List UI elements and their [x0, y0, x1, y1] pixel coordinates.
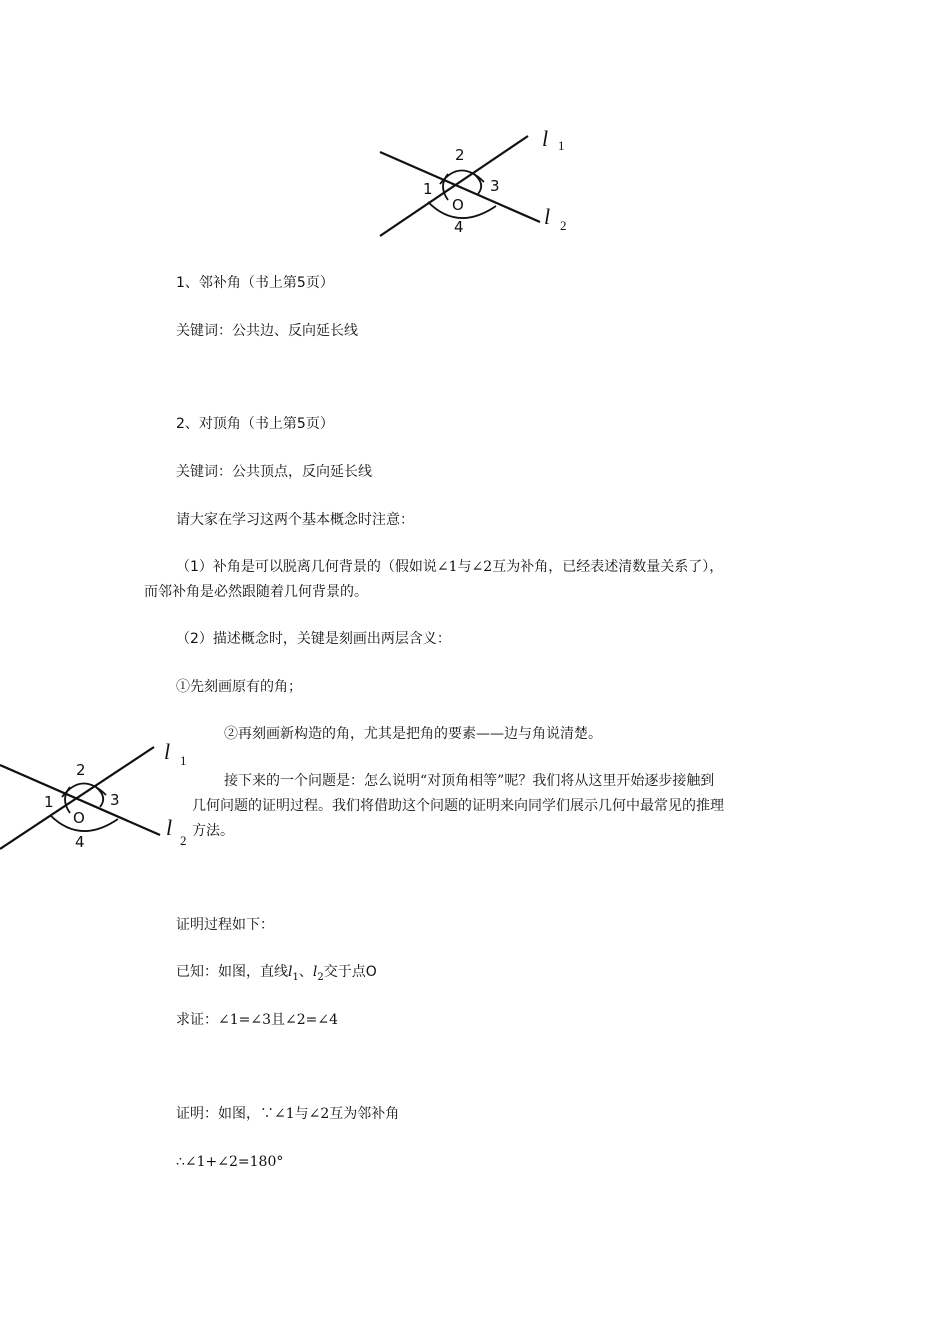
section1-title: 1、邻补角（书上第5页） — [176, 275, 334, 291]
angle-label-2: 2 — [76, 761, 86, 779]
proof-to-prove: 求证：∠1=∠3且∠2=∠4 — [176, 1012, 339, 1028]
notes-item1-line2: 而邻补角是必然跟随着几何背景的。 — [144, 584, 368, 600]
proof-heading: 证明过程如下： — [176, 917, 274, 933]
angle-label-3: 3 — [110, 791, 120, 809]
section1-keywords: 关键词：公共边、反向延长线 — [176, 323, 358, 339]
question-line1: 接下来的一个问题是：怎么说明“对顶角相等”呢？我们将从这里开始逐步接触到 — [224, 773, 715, 789]
line-l1-label: l — [164, 739, 171, 764]
angle-arc-1 — [443, 174, 448, 200]
center-label-o: O — [452, 196, 464, 214]
angle-label-4: 4 — [75, 833, 85, 851]
notes-item2: （2）描述概念时，关键是刻画出两层含义： — [176, 631, 451, 647]
line-l1-subscript: 1 — [180, 753, 187, 768]
line-l1-label: l — [542, 126, 549, 151]
section2-title: 2、对顶角（书上第5页） — [176, 416, 334, 432]
notes-item1-line1: （1）补角是可以脱离几何背景的（假如说∠1与∠2互为补角，已经表述清数量关系了）， — [176, 559, 724, 575]
angle-arc-3 — [474, 174, 481, 194]
notes-sub2: ②再刻画新构造的角，尤其是把角的要素——边与角说清楚。 — [224, 726, 602, 742]
notes-sub1: ①先刻画原有的角； — [176, 679, 302, 695]
question-line2: 几何问题的证明过程。我们将借助这个问题的证明来向同学们展示几何中最常见的推理 — [192, 798, 724, 814]
intersecting-lines-figure-left — [0, 735, 200, 855]
angle-label-1: 1 — [423, 180, 433, 198]
angle-label-2: 2 — [455, 146, 465, 164]
angle-arc-1 — [65, 787, 70, 813]
line-l2-subscript: 2 — [560, 218, 567, 233]
angle-label-3: 3 — [490, 177, 500, 195]
center-label-o: O — [73, 809, 85, 827]
proof-given: 已知：如图，直线$l_1$、$l_2$交于点O — [176, 964, 377, 983]
intersecting-lines-figure-top — [378, 122, 598, 242]
line-l2-subscript: 2 — [180, 833, 187, 848]
angle-label-1: 1 — [44, 793, 54, 811]
notes-intro: 请大家在学习这两个基本概念时注意： — [176, 512, 414, 528]
question-line3: 方法。 — [192, 823, 234, 839]
proof-step1: 证明：如图，∵∠1与∠2互为邻补角 — [176, 1106, 400, 1122]
line-l2-label: l — [166, 815, 173, 840]
angle-label-4: 4 — [454, 218, 464, 236]
line-l2-label: l — [544, 204, 551, 229]
angle-arc-3 — [96, 787, 103, 807]
line-l1-subscript: 1 — [558, 138, 565, 153]
proof-step2: ∴∠1+∠2=180° — [176, 1154, 284, 1170]
section2-keywords: 关键词：公共顶点，反向延长线 — [176, 464, 372, 480]
